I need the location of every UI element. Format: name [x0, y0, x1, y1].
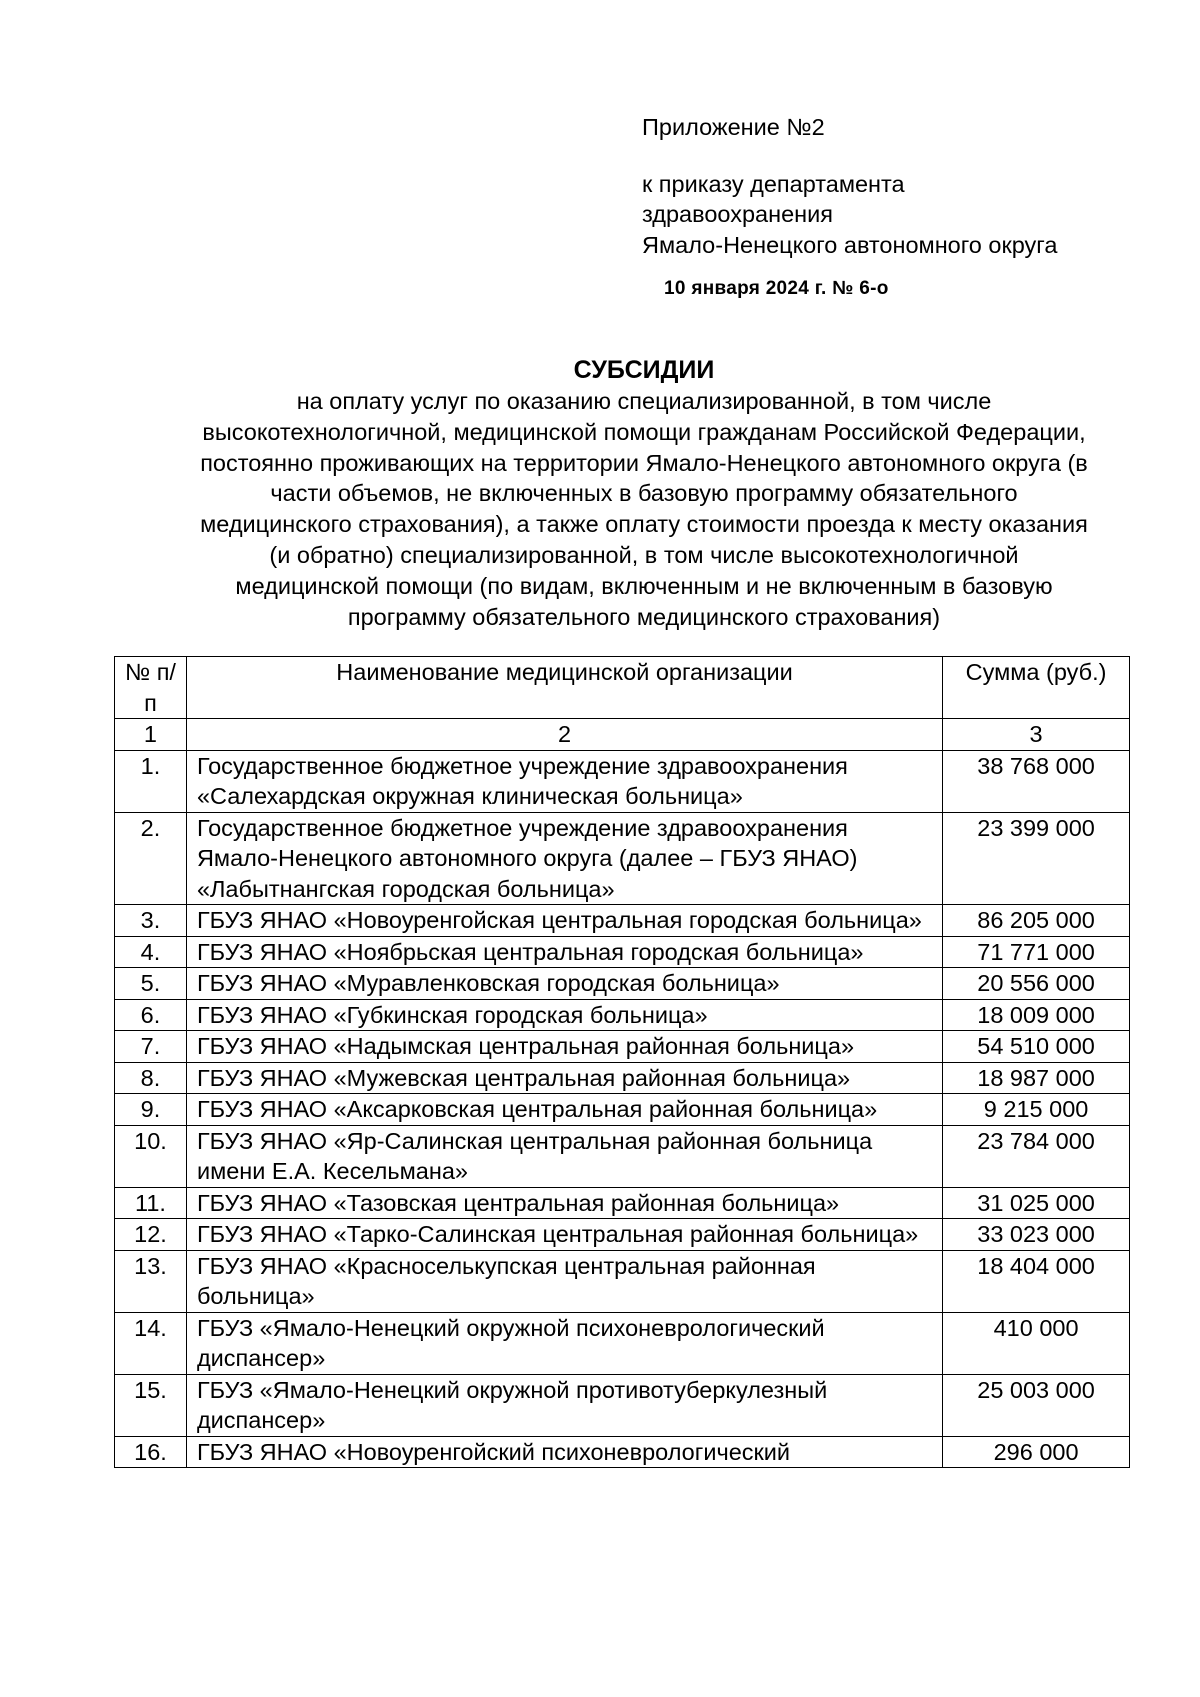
table-row	[115, 1094, 1130, 1126]
subsidy-amount: 71 771 000	[943, 936, 1130, 968]
organization-name: ГБУЗ ЯНАО «Тазовская центральная районная больница»	[186, 1187, 942, 1219]
organization-name: ГБУЗ ЯНАО «Губкинская городская больница»	[186, 999, 942, 1031]
order-reference-line: здравоохранения	[642, 201, 833, 227]
subtitle-line: (и обратно) специализированной, в том числе высокотехнологичной	[269, 541, 1019, 568]
document-title: СУБСИДИИ	[573, 356, 715, 384]
subsidy-amount: 18 987 000	[943, 1062, 1130, 1094]
subsidy-amount: 410 000	[943, 1312, 1130, 1374]
row-number: 1.	[115, 750, 187, 812]
subsidies-table	[114, 656, 1130, 1468]
subsidy-amount: 9 215 000	[943, 1094, 1130, 1126]
row-number: 11.	[115, 1187, 187, 1219]
subsidy-amount: 25 003 000	[943, 1374, 1130, 1436]
table-row	[115, 968, 1130, 1000]
subsidy-amount: 18 404 000	[943, 1250, 1130, 1312]
subsidy-amount: 18 009 000	[943, 999, 1130, 1031]
table-row	[115, 1436, 1130, 1468]
table-header-row	[115, 657, 1130, 719]
table-row	[115, 1187, 1130, 1219]
subtitle-line: на оплату услуг по оказанию специализированной, в том числе	[296, 388, 992, 414]
subtitle-line: высокотехнологичной, медицинской помощи гражданам Российской Федерации,	[202, 418, 1086, 445]
table-row	[115, 905, 1130, 937]
subtitle-line: медицинской помощи (по видам, включенным и не включенным в базовую	[235, 572, 1053, 599]
table-row	[115, 1219, 1130, 1251]
table-row	[115, 936, 1130, 968]
row-number: 6.	[115, 999, 187, 1031]
organization-name: ГБУЗ ЯНАО «Аксарковская центральная районная больница»	[186, 1094, 942, 1126]
row-number: 8.	[115, 1062, 187, 1094]
subsidy-amount: 38 768 000	[943, 750, 1130, 812]
header-amount: Сумма (руб.)	[943, 657, 1130, 719]
organization-name: ГБУЗ ЯНАО «Яр-Салинская центральная районная больница имени Е.А. Кесельмана»	[186, 1125, 942, 1187]
subtitle-line: медицинского страхования), а также оплату стоимости проезда к месту оказания	[200, 511, 1088, 538]
subsidy-amount: 23 399 000	[943, 812, 1130, 905]
subtitle-line: постоянно проживающих на территории Ямало-Ненецкого автономного округа (в	[200, 449, 1088, 476]
row-number: 2.	[115, 812, 187, 905]
row-number: 5.	[115, 968, 187, 1000]
header-organization: Наименование медицинской организации	[186, 657, 942, 719]
subsidy-amount: 54 510 000	[943, 1031, 1130, 1063]
organization-name: Государственное бюджетное учреждение здравоохранения «Салехардская окружная клиническая больница»	[186, 750, 942, 812]
table-row	[115, 1062, 1130, 1094]
organization-name: ГБУЗ ЯНАО «Надымская центральная районная больница»	[186, 1031, 942, 1063]
row-number: 4.	[115, 936, 187, 968]
organization-name: ГБУЗ «Ямало-Ненецкий окружной психоневрологический диспансер»	[186, 1312, 942, 1374]
organization-name: ГБУЗ ЯНАО «Муравленковская городская больница»	[186, 968, 942, 1000]
column-number: 2	[186, 719, 942, 751]
organization-name: ГБУЗ ЯНАО «Новоуренгойская центральная городская больница»	[186, 905, 942, 937]
order-reference-line: Ямало-Ненецкого автономного округа	[642, 231, 1058, 258]
table-row	[115, 1250, 1130, 1312]
subsidy-amount: 296 000	[943, 1436, 1130, 1468]
appendix-header	[642, 112, 1162, 260]
order-date: 10 января 2024 г. № 6-о	[664, 278, 889, 299]
table-row	[115, 1374, 1130, 1436]
table-row	[115, 999, 1130, 1031]
subsidy-amount: 23 784 000	[943, 1125, 1130, 1187]
row-number: 12.	[115, 1219, 187, 1251]
organization-name: ГБУЗ ЯНАО «Мужевская центральная районная больница»	[186, 1062, 942, 1094]
subsidy-amount: 33 023 000	[943, 1219, 1130, 1251]
table-row	[115, 750, 1130, 812]
row-number: 9.	[115, 1094, 187, 1126]
subsidy-amount: 86 205 000	[943, 905, 1130, 937]
organization-name: Государственное бюджетное учреждение здравоохранения Ямало-Ненецкого автономного округа (далее – ГБУЗ ЯНАО) «Лабытнангская городская больница»	[186, 812, 942, 905]
table-row	[115, 812, 1130, 905]
row-number: 3.	[115, 905, 187, 937]
subtitle-line: программу обязательного медицинского страхования)	[347, 603, 941, 630]
organization-name: ГБУЗ ЯНАО «Ноябрьская центральная городская больница»	[186, 936, 942, 968]
organization-name: ГБУЗ ЯНАО «Красноселькупская центральная районная больница»	[186, 1250, 942, 1312]
organization-name: ГБУЗ «Ямало-Ненецкий окружной противотуберкулезный диспансер»	[186, 1374, 942, 1436]
table-row	[115, 1031, 1130, 1063]
row-number: 7.	[115, 1031, 187, 1063]
column-number: 1	[115, 719, 187, 751]
table-row	[115, 1125, 1130, 1187]
table-row	[115, 1312, 1130, 1374]
row-number: 15.	[115, 1374, 187, 1436]
row-number: 16.	[115, 1436, 187, 1468]
subsidy-amount: 20 556 000	[943, 968, 1130, 1000]
column-number: 3	[943, 719, 1130, 751]
row-number: 13.	[115, 1250, 187, 1312]
header-number: № п/п	[115, 657, 187, 719]
organization-name: ГБУЗ ЯНАО «Новоуренгойский психоневрологический	[186, 1436, 942, 1468]
column-numbers-row	[115, 719, 1130, 751]
subsidy-amount: 31 025 000	[943, 1187, 1130, 1219]
appendix-number: Приложение №2	[642, 114, 825, 140]
row-number: 10.	[115, 1125, 187, 1187]
organization-name: ГБУЗ ЯНАО «Тарко-Салинская центральная районная больница»	[186, 1219, 942, 1251]
row-number: 14.	[115, 1312, 187, 1374]
order-reference-line: к приказу департамента	[642, 170, 905, 197]
document-subtitle	[130, 386, 1158, 632]
subtitle-line: части объемов, не включенных в базовую программу обязательного	[270, 480, 1018, 507]
